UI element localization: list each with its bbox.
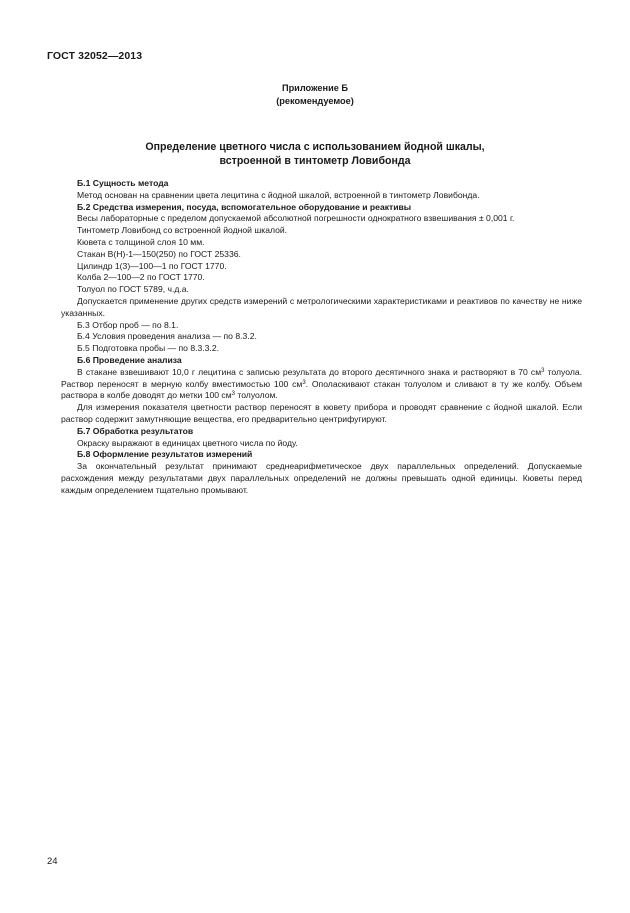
- section-b3: Б.3 Отбор проб — по 8.1.: [77, 319, 179, 330]
- annex-title: Приложение Б: [281, 83, 349, 93]
- section-b7-text: Окраску выражают в единицах цветного числа по йоду.: [77, 437, 298, 448]
- section-heading-b6: Б.6 Проведение анализа: [77, 354, 182, 365]
- method-title-line-1: Определение цветного числа с использованием йодной шкалы,: [145, 141, 485, 153]
- document-code-header: ГОСТ 32052—2013: [47, 50, 143, 62]
- annex-status: (рекомендуемое): [276, 95, 354, 106]
- section-b1-text: Метод основан на сравнении цвета лецитина с йодной шкалой, встроенной в тинтометр Ловибонда.: [77, 189, 480, 200]
- page-number: 24: [47, 856, 58, 867]
- equipment-item: Цилиндр 1(3)—100—1 по ГОСТ 1770.: [77, 260, 227, 271]
- section-b8-text: За окончательный результат принимают среднеарифметическое двух параллельных определений. Допускаемые расхождения между результатами двух параллельных определений не должны превышать одной единицы. Кюветы перед каждым определением тщательно промывают.: [61, 461, 582, 495]
- annex-body: [61, 178, 582, 497]
- section-b6-paragraph-1: В стакане взвешивают 10,0 г лецитина с записью результата до второго десятичного знака и растворяют в 70 $см^3$ толуола. Раствор переносят в мерную колбу вместимостью 100 $см^3$. Ополаскивают стакан толуолом и сливают в ту же колбу. Объем раствора в колбе доводят до метки 100 $см^3$ толуолом.: [61, 366, 582, 401]
- section-b6-paragraph-2: Для измерения показателя цветности раствор переносят в кювету прибора и проводят сравнение с йодной шкалой. Если раствор содержит замутняющие вещества, его предварительно центрифугируют.: [61, 402, 582, 424]
- equipment-item: Тинтометр Ловибонд со встроенной йодной шкалой.: [77, 225, 288, 236]
- section-b2-note: Допускается применение других средств измерений с метрологическими характеристиками и реактивов по качеству не ниже указанных.: [61, 295, 582, 318]
- section-heading-b7: Б.7 Обработка результатов: [77, 425, 194, 436]
- section-heading-b2: Б.2 Средства измерения, посуда, вспомогательное оборудование и реактивы: [77, 201, 412, 212]
- equipment-item: Колба 2—100—2 по ГОСТ 1770.: [77, 272, 205, 283]
- method-title: [0, 141, 630, 168]
- method-title-line-2: встроенной в тинтометр Ловибонда: [219, 154, 411, 167]
- equipment-item: Кювета с толщиной слоя 10 мм.: [77, 236, 205, 247]
- section-heading-b8: Б.8 Оформление результатов измерений: [77, 449, 253, 460]
- section-b4: Б.4 Условия проведения анализа — по 8.3.2.: [77, 331, 257, 342]
- annex-heading: [0, 82, 630, 107]
- equipment-item: Толуол по ГОСТ 5789, ч.д.а.: [77, 284, 189, 295]
- equipment-item: Стакан В(Н)-1—150(250) по ГОСТ 25336.: [77, 248, 241, 259]
- section-heading-b1: Б.1 Сущность метода: [77, 178, 169, 188]
- equipment-item: Весы лабораторные с пределом допускаемой абсолютной погрешности однократного взвешивания ± 0,001 г.: [77, 213, 515, 224]
- section-b5: Б.5 Подготовка пробы — по 8.3.3.2.: [77, 343, 219, 354]
